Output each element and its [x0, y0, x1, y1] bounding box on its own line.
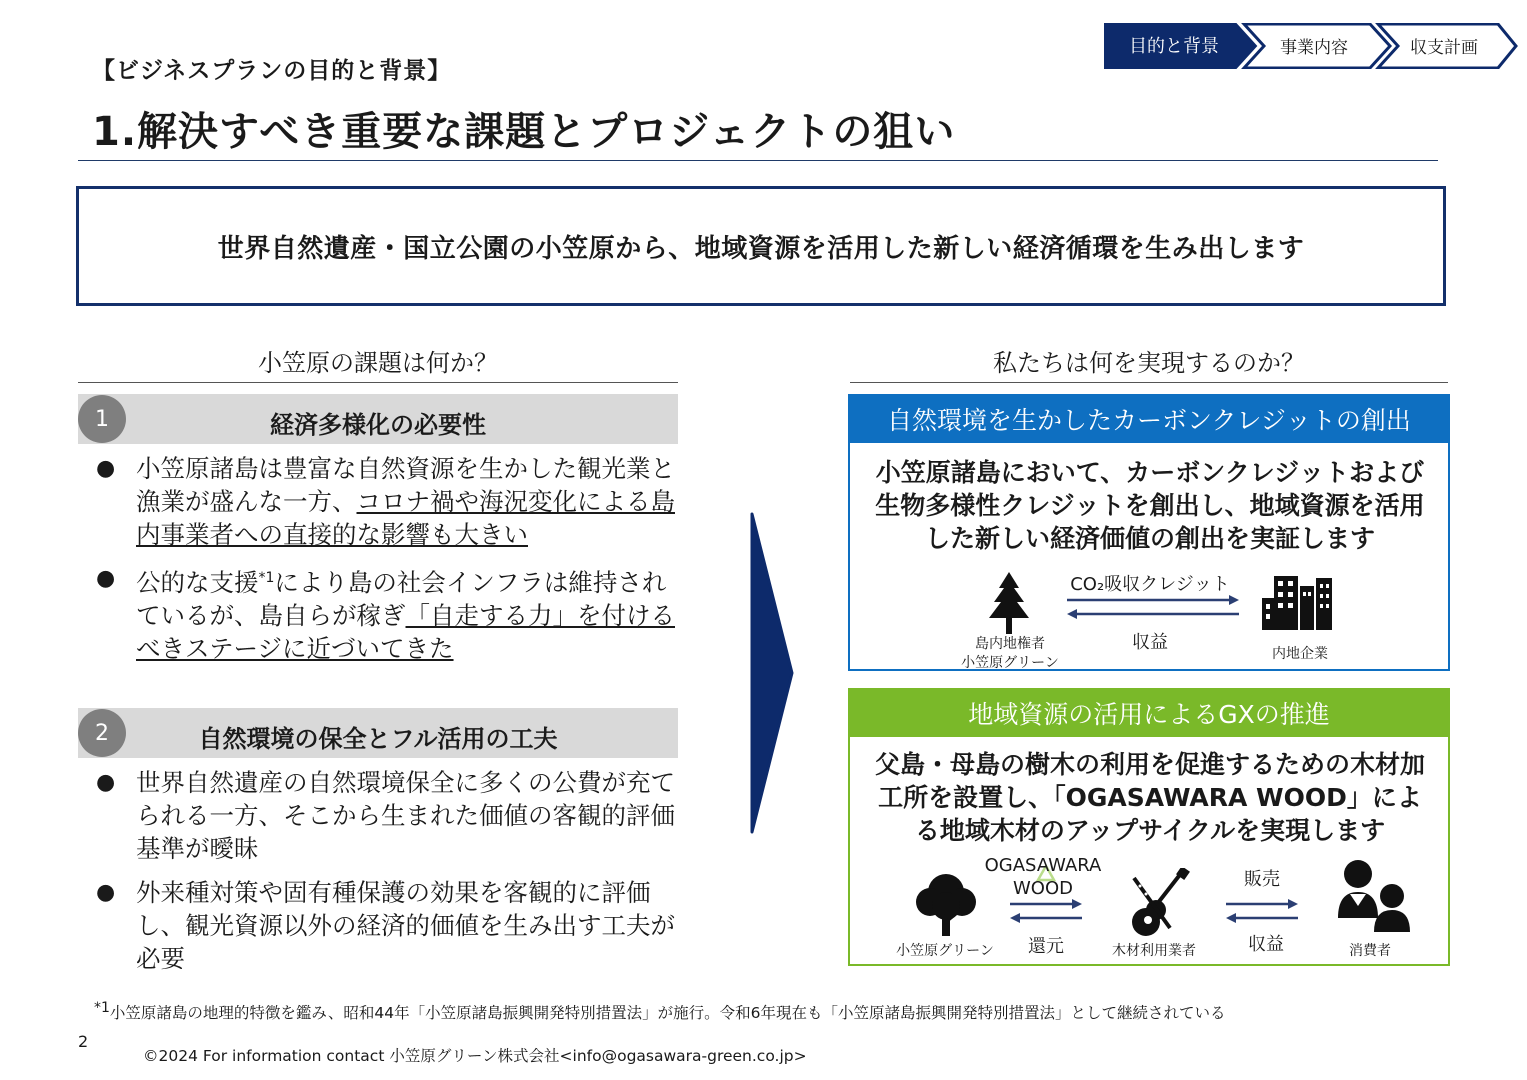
gx-brand-line-1: OGASAWARA [984, 855, 1102, 876]
page-number: 2 [78, 1032, 89, 1051]
gx-brand-line-2: WOOD [1013, 878, 1073, 899]
nav-step-finance[interactable]: 収支計画 [1410, 37, 1478, 58]
sales-arrows [1224, 896, 1300, 926]
bullet-dot: ● [96, 770, 116, 795]
mission-statement-box [76, 186, 1446, 306]
issues-heading-rule [78, 382, 678, 383]
return-arrows [1008, 896, 1084, 926]
buildings-icon [1262, 576, 1334, 630]
carbon-arrow-bottom-label: 収益 [1132, 632, 1168, 653]
guitar-icon [1124, 868, 1192, 940]
gx-actor-3: 消費者 [1349, 943, 1391, 959]
carbon-credit-message: 小笠原諸島において、カーボンクレジットおよび生物多様性クレジットを創出し、地域資源を活用した新しい経済価値の創出を実証します [875, 458, 1425, 553]
bullet-dot: ● [96, 456, 116, 481]
footnote: $^{*1}$小笠原諸島の地理的特徴を鑑み、昭和44年「小笠原諸島振興開発特別措置法」が施行。令和6年現在も「小笠原諸島振興開発特別措置法」として継続されている [94, 1000, 1226, 1023]
carbon-credit-header: 自然環境を生かしたカーボンクレジットの創出 [849, 395, 1449, 443]
gx-sell-label: 販売 [1244, 869, 1280, 890]
transition-arrow [748, 512, 796, 834]
issue-2-title: 自然環境の保全とフル活用の工夫 [198, 725, 558, 753]
goals-heading: 私たちは何を実現するのか？ [993, 349, 1305, 377]
gx-header: 地域資源の活用によるGXの推進 [849, 689, 1449, 737]
gx-income-label: 収益 [1248, 934, 1284, 955]
bullet-dot: ● [96, 566, 116, 591]
carbon-right-label: 内地企業 [1272, 646, 1328, 662]
issue-1-number: 1 [78, 395, 126, 443]
gx-actor-1: 小笠原グリーン [896, 943, 994, 959]
consumers-icon [1334, 858, 1418, 934]
exchange-arrows [1065, 592, 1241, 622]
copyright: ©2024 For information contact 小笠原グリーン株式会社<info@ogasawara-green.co.jp> [143, 1047, 807, 1065]
issue-2-bullet-2: ● 外来種対策や固有種保護の効果を客観的に評価し、観光資源以外の経済的価値を生み出す工夫が必要 [96, 878, 675, 973]
issues-heading: 小笠原の課題は何か？ [258, 349, 498, 377]
page-title: 1.解決すべき重要な課題とプロジェクトの狙い [92, 109, 956, 155]
gx-return-label: 還元 [1028, 936, 1064, 957]
issue-2-bullet-1: ● 世界自然遺産の自然環境保全に多くの公費が充てられる一方、そこから生まれた価値の客観的評価基準が曖昧 [96, 768, 675, 863]
goals-heading-rule [850, 382, 1448, 383]
carbon-left-label-2: 小笠原グリーン [961, 655, 1059, 671]
bullet-dot: ● [96, 880, 116, 905]
nav-step-business[interactable]: 事業内容 [1280, 37, 1348, 58]
nav-step-purpose[interactable]: 目的と背景 [1129, 36, 1219, 57]
tree-icon [985, 570, 1033, 636]
issue-2-number: 2 [78, 709, 126, 757]
issue-1-bullet-1: ● 小笠原諸島は豊富な自然資源を生かした観光業と漁業が盛んな一方、コロナ禍や海況変化による島内事業者への直接的な影響も大きい [96, 454, 675, 549]
carbon-left-label-1: 島内地権者 [975, 636, 1045, 652]
gx-actor-2: 木材利用業者 [1112, 943, 1196, 959]
issue-1-title: 経済多様化の必要性 [270, 411, 486, 439]
carbon-arrow-top-label: CO₂吸収クレジット [1070, 574, 1230, 595]
mission-statement: 世界自然遺産・国立公園の小笠原から、地域資源を活用した新しい経済循環を生み出します [217, 233, 1305, 264]
gx-message: 父島・母島の樹木の利用を促進するための木材加工所を設置し、「OGASAWARA WOOD」による地域木材のアップサイクルを実現します [874, 750, 1425, 845]
issue-1-bullet-2: ● 公的な支援$^{*1}$により島の社会インフラは維持されているが、島自らが稼ぎ「自走する力」を付けるべきステージに近づいてきた [96, 562, 676, 662]
section-subtitle: 【ビジネスプランの目的と背景】 [92, 58, 452, 84]
title-divider [78, 160, 1438, 161]
